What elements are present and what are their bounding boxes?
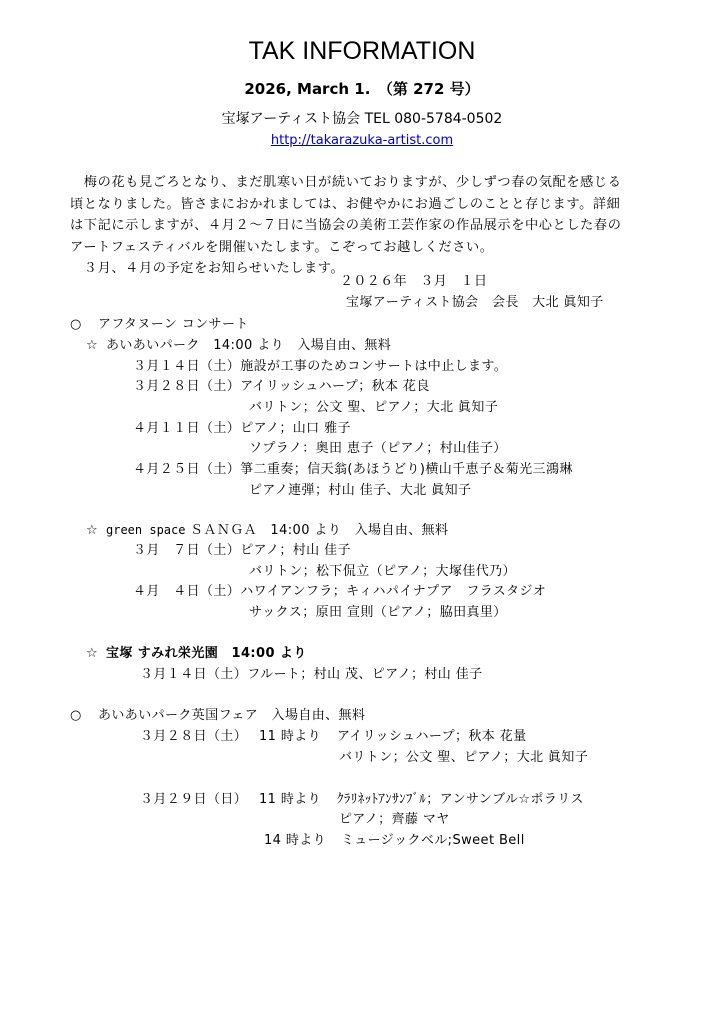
circle-bullet-icon: ○ — [70, 317, 82, 332]
aiai-row-2 — [133, 377, 430, 397]
aiai-row-4 — [133, 460, 573, 480]
aiai-row-1 — [133, 357, 507, 377]
sanga-heading-prefix: green space — [106, 523, 186, 537]
event-detail: アイリッシュハープ；秋本 花良 — [240, 379, 430, 394]
fair-row-1-time: 11 時より — [259, 729, 322, 744]
event-date: ３月 ７日（土） — [133, 543, 241, 558]
section-afternoon-heading — [70, 315, 249, 335]
event-date: ４月 ４日（土） — [133, 584, 241, 599]
event-detail: 施設が工事のためコンサートは中止します。 — [240, 359, 508, 374]
association-contact: 宝塚アーティスト協会 TEL 080-5784-0502 — [221, 111, 503, 127]
circle-bullet-icon: ○ — [70, 708, 82, 723]
fair-row-2-cont: ピアノ；齊藤 マヤ — [339, 812, 450, 827]
intro-text-body: 梅の花も見ごろとなり、まだ肌寒い日が続いておりますが、少しずつ春の気配を感じる頃となりました。皆さまにおかれましては、お健やかにお過ごしのことと存じます。詳細は下記に示しますが、４月２～７日に当協会の美術工芸作家の作品展示を中心とした春のアートフェスティバルを開催いたします。こぞってお越しください。 — [70, 175, 622, 255]
sanga-row-2 — [133, 582, 546, 602]
website-url — [0, 132, 724, 150]
fair-row-1-date: ３月２８日（土） — [140, 729, 248, 744]
sumire-row-1: ３月１４日（土）フルート；村山 茂、ピアノ；村山 佳子 — [140, 667, 483, 682]
aiai-row-3-cont: ソプラノ：奥田 恵子（ピアノ；村山佳子） — [249, 441, 507, 456]
sanga-row-2-cont: サックス；原田 宣則（ピアノ；脇田真里） — [249, 605, 507, 620]
intro-text — [70, 172, 630, 258]
event-detail: ピアノ；村山 佳子 — [240, 543, 351, 558]
fair-row-1-cont: バリトン；公文 聖、ピアノ；大北 眞知子 — [339, 750, 589, 765]
fair-row-3-text: ミュージックベル;Sweet Bell — [341, 833, 525, 848]
sanga-row-1-cont: バリトン；松下侃立（ピアノ；大塚佳代乃） — [249, 564, 516, 579]
event-date: ４月１１日（土） — [133, 421, 241, 436]
signature: 宝塚アーティスト協会 会長 大北 眞知子 — [346, 295, 604, 310]
event-detail: ピアノ；山口 雅子 — [240, 421, 351, 436]
letter-date: ２０２６年 ３月 １日 — [340, 274, 488, 289]
event-date: ３月１４日（土） — [133, 359, 241, 374]
star-bullet-icon: ☆ — [86, 646, 99, 661]
event-date: ３月２８日（土） — [133, 379, 241, 394]
aiai-heading — [86, 336, 391, 356]
intro-schedule-text: ３月、４月の予定をお知らせいたします。 — [83, 261, 345, 277]
issue-date: 2026, March 1. （第 272 号） — [244, 80, 480, 98]
fair-row-3-time: 14 時より — [264, 833, 327, 848]
section-fair-heading — [70, 706, 365, 726]
page-title: TAK INFORMATION — [248, 37, 476, 65]
event-detail: ハワイアンフラ；キィハパイナプア フラスタジオ — [240, 584, 547, 599]
aiai-row-3 — [133, 419, 351, 439]
sumire-heading-label: 宝塚 すみれ栄光園 14:00 より — [106, 646, 307, 661]
fair-row-2-text: ｸﾗﾘﾈｯﾄｱﾝｻﾝﾌﾞﾙ；アンサンブル☆ポラリス — [337, 792, 584, 807]
aiai-row-4-cont: ピアノ連弾；村山 佳子、大北 眞知子 — [249, 483, 472, 498]
sanga-heading-label: ＳＡＮＧＡ 14:00 より 入場自由、無料 — [185, 523, 449, 538]
section-afternoon-label: アフタヌーン コンサート — [98, 317, 249, 332]
sanga-heading — [86, 520, 448, 541]
website-link[interactable]: http://takarazuka-artist.com — [270, 133, 454, 148]
sanga-row-1 — [133, 541, 351, 561]
fair-row-1-text: アイリッシュハープ；秋本 花量 — [337, 729, 527, 744]
event-date: ４月２５日（土） — [133, 462, 241, 477]
event-detail: 箏二重奏；信天翁(あほうどり)横山千恵子＆菊光三鴻琳 — [240, 462, 573, 477]
fair-row-2-date: ３月２９日（日） — [140, 792, 248, 807]
intro-paragraph — [70, 172, 630, 280]
aiai-row-2-cont: バリトン；公文 聖、ピアノ；大北 眞知子 — [249, 400, 499, 415]
section-fair-label: あいあいパーク英国フェア 入場自由、無料 — [98, 708, 366, 723]
aiai-heading-label: あいあいパーク 14:00 より 入場自由、無料 — [106, 338, 392, 353]
star-bullet-icon: ☆ — [86, 523, 99, 538]
fair-row-2-time: 11 時より — [259, 792, 322, 807]
star-bullet-icon: ☆ — [86, 338, 99, 353]
sumire-heading — [86, 644, 307, 664]
